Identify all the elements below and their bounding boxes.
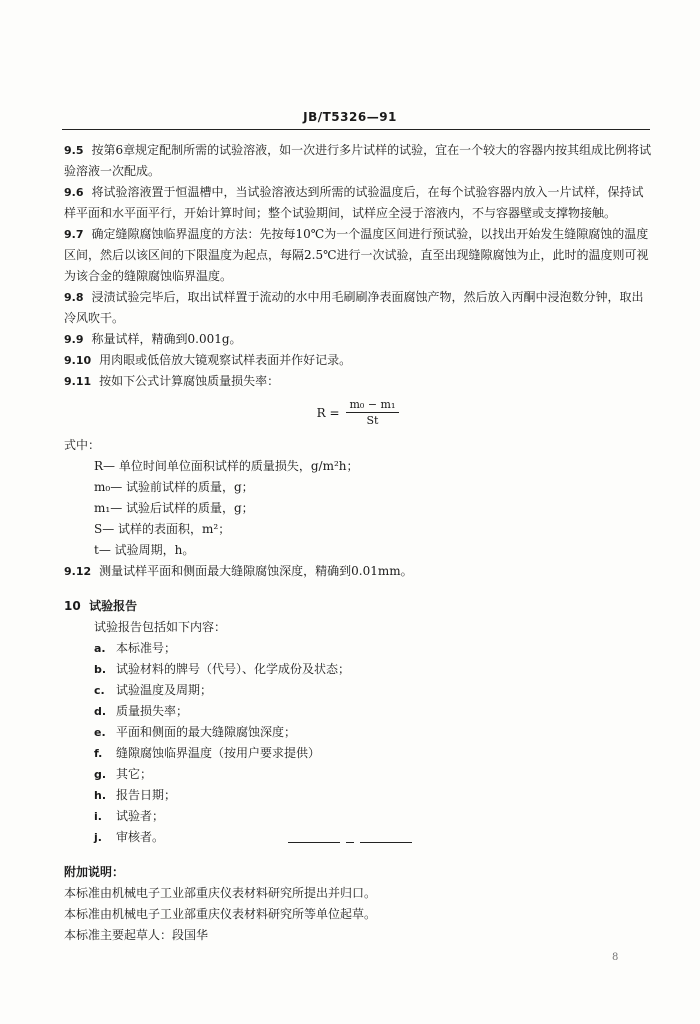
report-item-label: b. xyxy=(94,663,107,676)
variable-definition: m₀— 试验前试样的质量，g； xyxy=(94,480,254,494)
report-item xyxy=(94,722,652,743)
section-9-7 xyxy=(64,224,652,287)
report-item-text: 试验温度及周期； xyxy=(116,683,213,697)
report-item xyxy=(94,743,652,764)
report-item-label: j. xyxy=(94,831,102,844)
section-9-10 xyxy=(64,350,652,371)
report-item-label: a. xyxy=(94,642,106,655)
section-9-5 xyxy=(64,140,652,182)
section-9-9 xyxy=(64,329,652,350)
section-text: 按如下公式计算腐蚀质量损失率： xyxy=(99,374,280,388)
report-item-text: 本标准号； xyxy=(116,641,177,655)
section-text: 按第6章规定配制所需的试验溶液，如一次进行多片试样的试验，宜在一个较大的容器内按其组成比例将试验溶液一次配成。 xyxy=(64,143,652,178)
section-10-title xyxy=(64,596,652,617)
report-item xyxy=(94,806,652,827)
formula-numerator: m₀ − m₁ xyxy=(346,398,400,413)
report-item xyxy=(94,659,652,680)
formula-lhs: R = xyxy=(316,405,340,420)
report-item xyxy=(94,785,652,806)
report-item-label: f. xyxy=(94,747,103,760)
report-item-label: h. xyxy=(94,789,107,802)
report-item xyxy=(94,701,652,722)
formula-fraction xyxy=(346,398,400,427)
section-number: 9.10 xyxy=(64,354,92,367)
formula-denominator: St xyxy=(366,414,379,427)
document-code-header: JB/T5326—91 xyxy=(303,110,397,124)
header-rule xyxy=(62,129,650,130)
section-text: 用肉眼或低倍放大镜观察试样表面并作好记录。 xyxy=(99,353,352,367)
section-number: 9.9 xyxy=(64,333,84,346)
report-item xyxy=(94,680,652,701)
report-item-text: 审核者。 xyxy=(116,830,165,844)
section-number: 9.6 xyxy=(64,186,84,199)
report-item-text: 缝隙腐蚀临界温度（按用户要求提供） xyxy=(116,746,321,760)
section-text: 确定缝隙腐蚀临界温度的方法：先按每10℃为一个温度区间进行预试验，以找出开始发生缝隙腐蚀的温度区间，然后以该区间的下限温度为起点，每隔2.5℃进行一次试验，直至出现缝隙腐蚀为止，此时的温度则可视为该合金的缝隙腐蚀临界温度。 xyxy=(64,227,649,283)
report-item-label: i. xyxy=(94,810,102,823)
section-number: 9.12 xyxy=(64,565,92,578)
section-number: 9.8 xyxy=(64,291,84,304)
section-number: 10 xyxy=(64,599,81,613)
report-item-text: 平面和侧面的最大缝隙腐蚀深度； xyxy=(116,725,297,739)
mass-loss-formula xyxy=(64,398,652,427)
section-number: 9.5 xyxy=(64,144,84,157)
section-number: 9.7 xyxy=(64,228,84,241)
report-item xyxy=(94,827,652,848)
formula-where-intro: 式中： xyxy=(64,438,101,452)
notes-title: 附加说明： xyxy=(64,865,125,879)
notes-line: 本标准由机械电子工业部重庆仪表材料研究所等单位起草。 xyxy=(64,907,377,921)
section-text: 将试验溶液置于恒温槽中，当试验溶液达到所需的试验温度后，在每个试验容器内放入一片试样，保持试样平面和水平面平行，开始计算时间；整个试验期间，试样应全浸于溶液内，不与容器壁或支撑物接触。 xyxy=(64,185,644,220)
report-item xyxy=(94,764,652,785)
report-item-label: g. xyxy=(94,768,107,781)
section-text: 浸渍试验完毕后，取出试样置于流动的水中用毛刷刷净表面腐蚀产物，然后放入丙酮中浸泡数分钟，取出冷风吹干。 xyxy=(64,290,644,325)
section-number: 9.11 xyxy=(64,375,92,388)
report-item-text: 报告日期； xyxy=(116,788,177,802)
section-text: 测量试样平面和侧面最大缝隙腐蚀深度，精确到0.01mm。 xyxy=(99,564,413,578)
section-9-12 xyxy=(64,561,652,582)
end-divider xyxy=(288,842,412,844)
report-item-label: c. xyxy=(94,684,105,697)
report-item xyxy=(94,638,652,659)
variable-definition: R— 单位时间单位面积试样的质量损失，g/m²h； xyxy=(94,459,359,473)
section-9-8 xyxy=(64,287,652,329)
variable-definition: m₁— 试验后试样的质量，g； xyxy=(94,501,254,515)
report-contents-list xyxy=(94,617,652,848)
page-number: 8 xyxy=(612,952,619,963)
section-9-6 xyxy=(64,182,652,224)
section-9-11 xyxy=(64,371,652,392)
formula-variable-list xyxy=(94,456,652,561)
report-item-text: 试验者； xyxy=(116,809,165,823)
section-text: 称量试样，精确到0.001g。 xyxy=(91,332,242,346)
report-item-label: e. xyxy=(94,726,106,739)
report-item-text: 其它； xyxy=(116,767,153,781)
variable-definition: t— 试验周期，h。 xyxy=(94,543,195,557)
additional-notes xyxy=(64,862,652,946)
notes-line: 本标准主要起草人：段国华 xyxy=(64,928,209,942)
report-intro: 试验报告包括如下内容： xyxy=(94,620,227,634)
report-item-text: 质量损失率； xyxy=(116,704,189,718)
main-content xyxy=(64,140,652,848)
report-item-label: d. xyxy=(94,705,107,718)
notes-line: 本标准由机械电子工业部重庆仪表材料研究所提出并归口。 xyxy=(64,886,377,900)
report-item-text: 试验材料的牌号（代号）、化学成份及状态； xyxy=(116,662,351,676)
section-title-text: 试验报告 xyxy=(89,599,138,613)
variable-definition: S— 试样的表面积，m²； xyxy=(94,522,231,536)
